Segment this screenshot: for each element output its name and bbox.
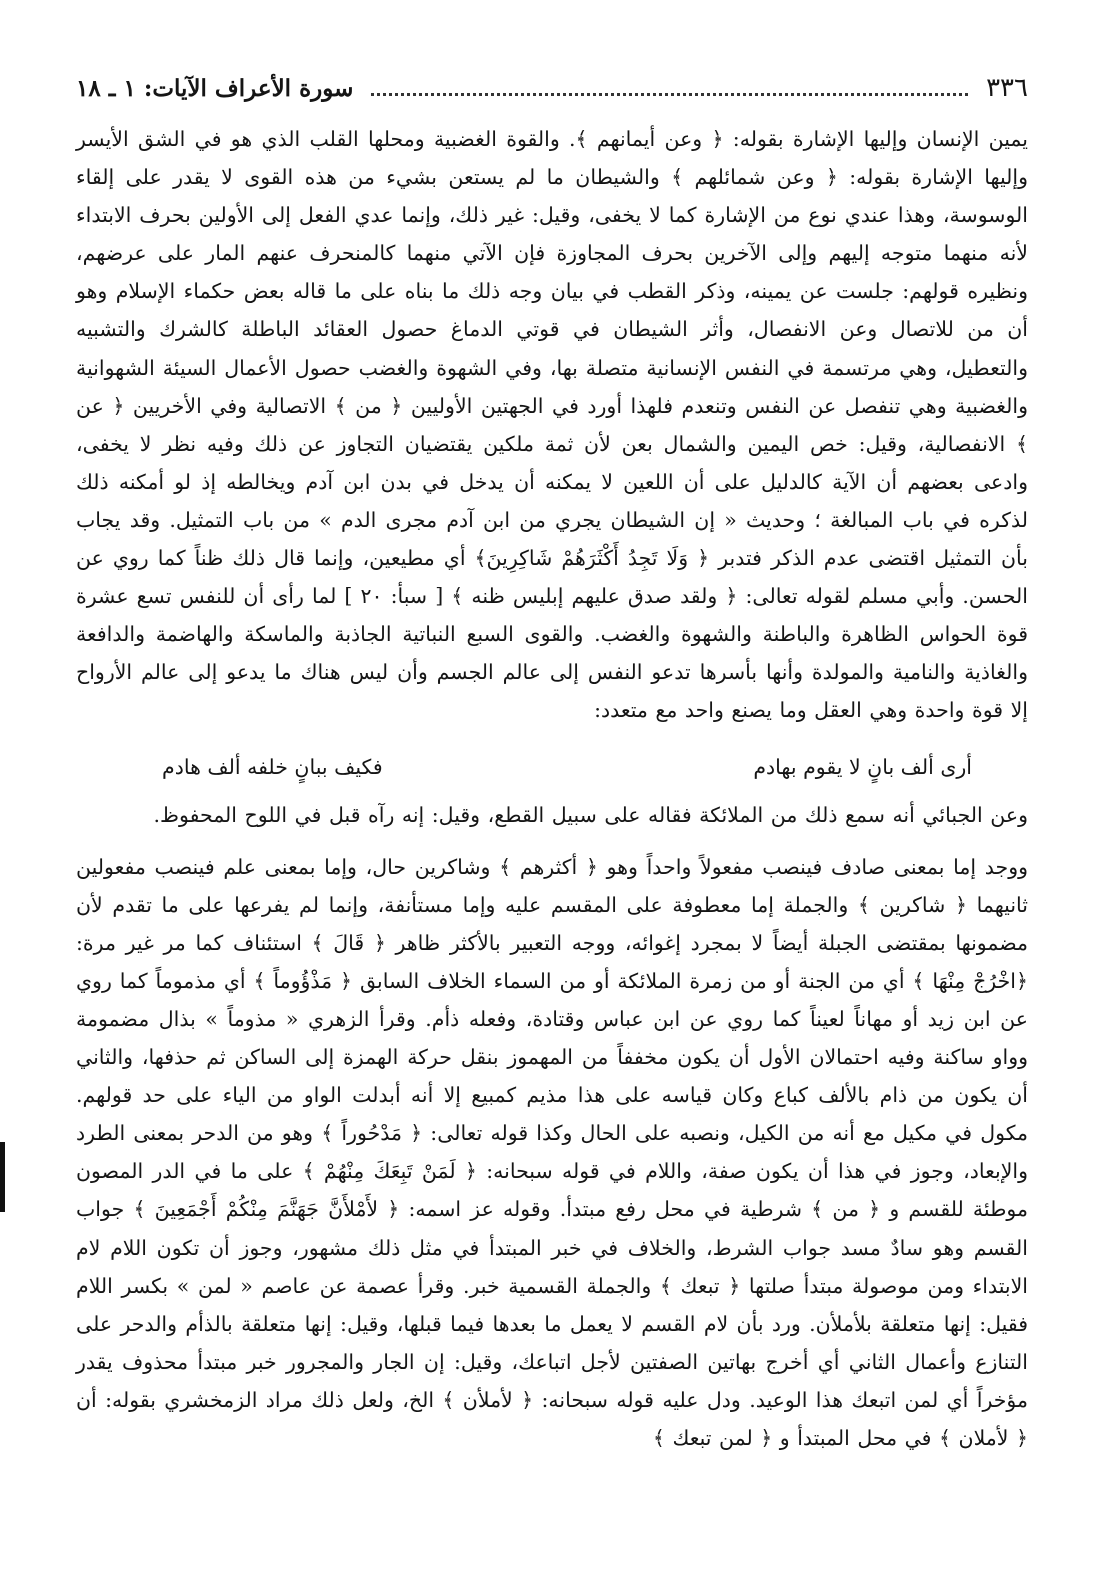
- running-header: [76, 66, 1028, 110]
- page-body: [76, 120, 1028, 1457]
- header-dotted-leader: [371, 93, 968, 96]
- paragraph-3: ووجد إما بمعنى صادف فينصب مفعولاً واحداً وهو ﴿ أكثرهم ﴾ وشاكرين حال، وإما بمعنى علم فينصب مفعولين ثانيهما ﴿ شاكرين ﴾ والجملة إما معطوفة على المقسم عليه وإما مستأنفة، وإنما لم يفرعها على ما تقدم لأن مضمونها بمقتضى الجبلة أيضاً لا بمجرد إغوائه، ووجه التعبير بالأكثر ظاهر ﴿ قَالَ ﴾ استئناف كما مر غير مرة: ﴿اخْرُجْ مِنْهَا ﴾ أي من الجنة أو من زمرة الملائكة أو من السماء الخلاف السابق ﴿ مَذْؤُوماً ﴾ أي مذموماً كما روي عن ابن زيد أو مهاناً لعيناً كما روي عن ابن عباس وقتادة، وفعله ذأم. وقرأ الزهري « مذوماً » بذال مضمومة وواو ساكنة وفيه احتمالان الأول أن يكون مخففاً من المهموز بنقل حركة الهمزة إلى الساكن ثم حذفها، والثاني أن يكون من ذام بالألف كباع وكان قياسه على هذا مذيم كمبيع إلا أنه أبدلت الواو من الياء على حد قولهم. مكول في مكيل مع أنه من الكيل، ونصبه على الحال وكذا قوله تعالى: ﴿ مَدْحُوراً ﴾ وهو من الدحر بمعنى الطرد والإبعاد، وجوز في هذا أن يكون صفة، واللام في قوله سبحانه: ﴿ لَمَنْ تَبِعَكَ مِنْهُمْ ﴾ على ما في الدر المصون موطئة للقسم و ﴿ من ﴾ شرطية في محل رفع مبتدأ. وقوله عز اسمه: ﴿ لأَمْلأَنَّ جَهَنَّمَ مِنْكُمْ أَجْمَعِينَ ﴾ جواب القسم وهو سادٌ مسد جواب الشرط، والخلاف في خبر المبتدأ في مثل ذلك مشهور، وجوز أن تكون اللام لام الابتداء ومن موصولة مبتدأ صلتها ﴿ تبعك ﴾ والجملة القسمية خبر. وقرأ عصمة عن عاصم « لمن » بكسر اللام فقيل: إنها متعلقة بلأملأن. ورد بأن لام القسم لا يعمل ما بعدها فيما قبلها، وقيل: إنها متعلقة بالذأم والدحر على التنازع وأعمال الثاني أي أخرج بهاتين الصفتين لأجل اتباعك، وقيل: إن الجار والمجرور خبر مبتدأ محذوف يقدر مؤخراً أي لمن اتبعك هذا الوعيد. ودل عليه قوله سبحانه: ﴿ لأملأن ﴾ الخ، ولعل ذلك مراد الزمخشري بقوله: أن ﴿ لأملان ﴾ في محل المبتدأ و ﴿ لمن تبعك ﴾: [76, 854, 1028, 1450]
- section-title: سورة الأعراف الآيات: ١ ـ ١٨: [76, 74, 354, 102]
- poetry-verse: [162, 750, 972, 784]
- verse-second-hemistich: فكيف ببانٍ خلفه ألف هادم: [162, 754, 383, 779]
- page-number: ٣٣٦: [986, 73, 1028, 103]
- scan-edge-mark: [0, 1142, 5, 1212]
- verse-first-hemistich: أرى ألف بانٍ لا يقوم بهادم: [753, 754, 972, 779]
- paragraph-1: يمين الإنسان وإليها الإشارة بقوله: ﴿ وعن أيمانهم ﴾. والقوة الغضبية ومحلها القلب الذي هو في الشق الأيسر وإليها الإشارة بقوله: ﴿ وعن شمائلهم ﴾ والشيطان ما لم يستعن بشيء من هذه القوى لا يقدر على إلقاء الوسوسة، وهذا عندي نوع من الإشارة كما لا يخفى، وقيل: غير ذلك، وإنما عدي الفعل إلى الأولين بحرف الابتداء لأنه منهما متوجه إليهم وإلى الآخرين بحرف المجاوزة فإن الآتي منهما كالمنحرف عنهم المار على عرضهم، ونظيره قولهم: جلست عن يمينه، وذكر القطب في بيان وجه ذلك ما بناه على ما قاله بعض حكماء الإسلام وهو أن من للاتصال وعن الانفصال، وأثر الشيطان في قوتي الدماغ حصول العقائد الباطلة كالشرك والتشبيه والتعطيل، وهي مرتسمة في النفس الإنسانية متصلة بها، وفي الشهوة والغضب حصول الأعمال السيئة الشهوانية والغضبية وهي تنفصل عن النفس وتنعدم فلهذا أورد في الجهتين الأوليين ﴿ من ﴾ الاتصالية وفي الأخريين ﴿ عن ﴾ الانفصالية، وقيل: خص اليمين والشمال بعن لأن ثمة ملكين يقتضيان التجاوز عن ذلك وفيه نظر لا يخفى، وادعى بعضهم أن الآية كالدليل على أن اللعين لا يمكنه أن يدخل في بدن ابن آدم ويخالطه إذ لو أمكنه ذلك لذكره في باب المبالغة ؛ وحديث « إن الشيطان يجري من ابن آدم مجرى الدم » من باب التمثيل. وقد يجاب بأن التمثيل اقتضى عدم الذكر فتدبر ﴿ وَلَا تَجِدُ أَكْثَرَهُمْ شَاكِرِينَ﴾ أي مطيعين، وإنما قال ذلك ظناً كما روي عن الحسن. وأبي مسلم لقوله تعالى: ﴿ ولقد صدق عليهم إبليس ظنه ﴾ [ سبأ: ٢٠ ] لما رأى أن للنفس تسع عشرة قوة الحواس الظاهرة والباطنة والشهوة والغضب. والقوى السبع النباتية الجاذبة والماسكة والهاضمة والدافعة والغاذية والنامية والمولدة وأنها بأسرها تدعو النفس إلى عالم الجسم وأن ليس هناك ما يدعو إلى عالم الأرواح إلا قوة واحدة وهي العقل وما يصنع واحد مع متعدد:: [76, 127, 1028, 723]
- paragraph-2: وعن الجبائي أنه سمع ذلك من الملائكة فقاله على سبيل القطع، وقيل: إنه رآه قبل في اللوح المحفوظ.: [153, 802, 1028, 827]
